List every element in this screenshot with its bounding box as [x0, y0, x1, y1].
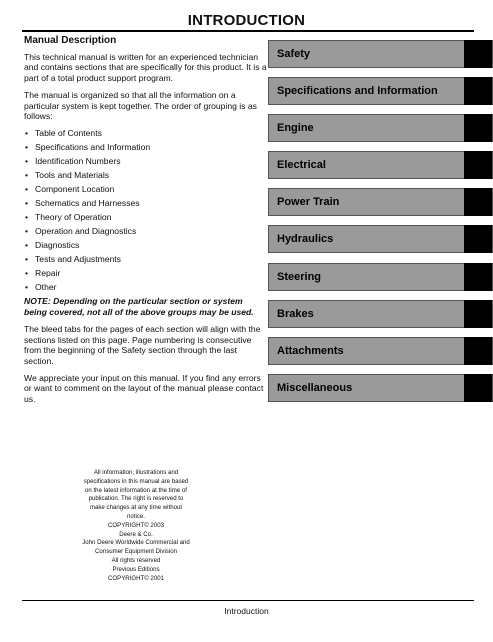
list-item: • Tests and Adjustments	[24, 254, 267, 265]
tab-label: Safety	[277, 48, 311, 60]
copyright-line: Previous Editions	[112, 565, 160, 573]
footer-section-label: Introduction	[224, 606, 269, 616]
tab-hydraulics[interactable]	[268, 225, 493, 253]
copyright-notice	[66, 469, 206, 583]
bleed-tabs-paragraph: The bleed tabs for the pages of each section will align with the sections listed on this page. Page numbering is consecutive from the beginning of the Safety section through the last section.	[24, 323, 261, 366]
copyright-line: on the latest information at the time of	[85, 486, 187, 494]
list-item: • Component Location	[24, 184, 267, 195]
list-item: • Specifications and Information	[24, 142, 267, 153]
tab-label: Hydraulics	[277, 233, 334, 246]
tab-miscellaneous[interactable]	[268, 374, 493, 402]
page-title: INTRODUCTION	[187, 12, 306, 29]
section-heading: Manual Description	[24, 35, 117, 46]
copyright-line: make changes at any time without	[89, 504, 183, 512]
copyright-line: Deere & Co.	[119, 530, 153, 538]
copyright-line: Consumer Equipment Division	[95, 548, 177, 556]
tab-label: Electrical	[277, 159, 326, 172]
tab-safety[interactable]	[268, 40, 493, 68]
section-tabs	[268, 40, 493, 411]
tab-engine[interactable]	[268, 114, 493, 142]
copyright-line: COPYRIGHT© 2001	[108, 574, 164, 582]
list-item: • Table of Contents	[24, 128, 267, 139]
tab-power-train[interactable]	[268, 188, 493, 216]
tab-label: Specifications and Information	[277, 85, 438, 98]
grouping-list	[24, 128, 267, 293]
copyright-line: publication. The right is reserved to	[88, 495, 184, 503]
feedback-paragraph: We appreciate your input on this manual. If you find any errors or want to comment on the layout of the manual please contact us.	[24, 372, 264, 405]
manual-description-column	[24, 36, 267, 411]
copyright-line: All rights reserved	[111, 556, 161, 564]
list-item: • Schematics and Harnesses	[24, 198, 267, 209]
list-item: • Repair	[24, 268, 267, 279]
copyright-line: notice.	[127, 512, 145, 520]
tab-label: Attachments	[277, 344, 344, 357]
tab-label: Miscellaneous	[277, 381, 353, 394]
copyright-line: All information, illustrations and	[93, 469, 179, 476]
tab-label: Power Train	[277, 196, 340, 209]
tab-electrical[interactable]	[268, 151, 493, 179]
list-item: • Operation and Diagnostics	[24, 226, 267, 237]
tab-label: Steering	[277, 270, 322, 283]
tab-steering[interactable]	[268, 263, 493, 291]
list-item: • Theory of Operation	[24, 212, 267, 223]
tab-attachments[interactable]	[268, 337, 493, 365]
copyright-line: COPYRIGHT© 2003	[108, 521, 164, 529]
intro-paragraph: This technical manual is written for an experienced technician and contains sections that are specifically for this product. It is a part of a total product support program.	[24, 51, 267, 84]
copyright-line: specifications in this manual are based	[83, 477, 189, 485]
note-paragraph: NOTE: Depending on the particular section or system being covered, not all of the above groups may be used.	[24, 296, 254, 318]
tab-label: Brakes	[277, 307, 314, 320]
list-item: • Diagnostics	[24, 240, 267, 251]
tab-specifications[interactable]	[268, 77, 493, 105]
list-item: • Identification Numbers	[24, 156, 267, 167]
organization-paragraph: The manual is organized so that all the information on a particular system is kept together. The order of grouping is as follows:	[24, 89, 257, 122]
footer-rule	[22, 600, 474, 601]
header-rule	[22, 30, 474, 32]
list-item: • Other	[24, 282, 267, 293]
list-item: • Tools and Materials	[24, 170, 267, 181]
copyright-line: John Deere Worldwide Commercial and	[82, 539, 190, 547]
tab-brakes[interactable]	[268, 300, 493, 328]
tab-label: Engine	[277, 122, 314, 135]
